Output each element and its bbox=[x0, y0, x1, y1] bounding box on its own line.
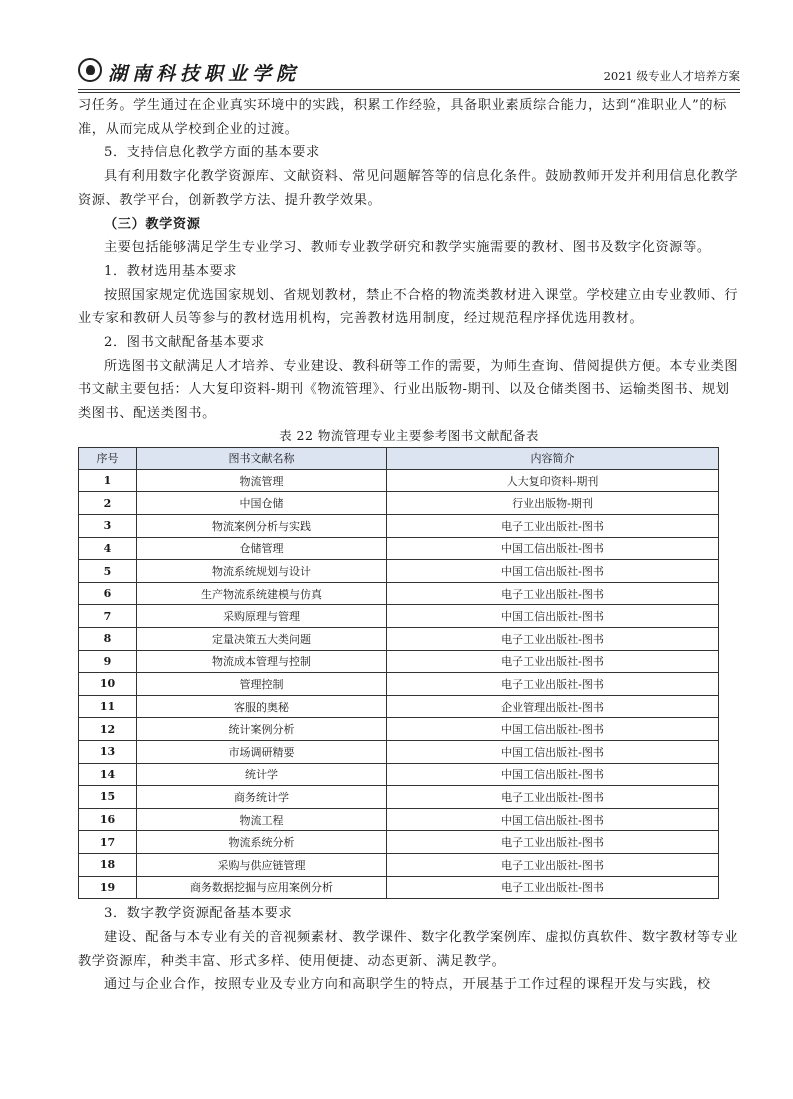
book-description: 电子工业出版社-图书 bbox=[387, 853, 719, 876]
table-row bbox=[79, 740, 719, 763]
book-description: 中国工信出版社-图书 bbox=[387, 763, 719, 786]
header-divider bbox=[78, 89, 740, 90]
book-description: 电子工业出版社-图书 bbox=[387, 786, 719, 809]
book-title: 商务统计学 bbox=[137, 786, 387, 809]
book-description: 企业管理出版社-图书 bbox=[387, 695, 719, 718]
body-paragraph: 习任务。学生通过在企业真实环境中的实践，积累工作经验，具备职业素质综合能力，达到“准职业人”的标准，从而完成从学校到企业的过渡。 bbox=[78, 98, 727, 137]
column-header: 序号 bbox=[79, 447, 137, 469]
row-number: 8 bbox=[79, 628, 137, 651]
row-number: 3 bbox=[79, 515, 137, 538]
row-number: 18 bbox=[79, 853, 137, 876]
book-title: 管理控制 bbox=[137, 673, 387, 696]
row-number: 7 bbox=[79, 605, 137, 628]
section-heading: 2．图书文献配备基本要求 bbox=[104, 335, 265, 351]
row-number: 15 bbox=[79, 786, 137, 809]
page-body bbox=[78, 94, 740, 997]
section-title: （三）教学资源 bbox=[104, 216, 201, 232]
section-heading: 5．支持信息化教学方面的基本要求 bbox=[104, 145, 320, 161]
book-title: 物流案例分析与实践 bbox=[137, 515, 387, 538]
book-title: 采购与供应链管理 bbox=[137, 853, 387, 876]
row-number: 4 bbox=[79, 537, 137, 560]
book-title: 物流工程 bbox=[137, 808, 387, 831]
table-row bbox=[79, 582, 719, 605]
row-number: 17 bbox=[79, 831, 137, 854]
row-number: 1 bbox=[79, 469, 137, 492]
book-title: 客服的奥秘 bbox=[137, 695, 387, 718]
table-row bbox=[79, 695, 719, 718]
column-header: 图书文献名称 bbox=[137, 447, 387, 469]
table-row bbox=[79, 469, 719, 492]
book-description: 人大复印资料-期刊 bbox=[387, 469, 719, 492]
table-caption: 表 22 物流管理专业主要参考图书文献配备表 bbox=[279, 427, 539, 443]
row-number: 9 bbox=[79, 650, 137, 673]
book-title: 中国仓储 bbox=[137, 492, 387, 515]
row-number: 12 bbox=[79, 718, 137, 741]
book-title: 物流系统规划与设计 bbox=[137, 560, 387, 583]
table-row bbox=[79, 763, 719, 786]
book-title: 采购原理与管理 bbox=[137, 605, 387, 628]
book-description: 中国工信出版社-图书 bbox=[387, 808, 719, 831]
book-description: 电子工业出版社-图书 bbox=[387, 515, 719, 538]
school-logo-icon bbox=[78, 58, 102, 82]
table-row bbox=[79, 560, 719, 583]
table-row bbox=[79, 515, 719, 538]
book-title: 物流系统分析 bbox=[137, 831, 387, 854]
table-row bbox=[79, 605, 719, 628]
book-description: 电子工业出版社-图书 bbox=[387, 650, 719, 673]
book-title: 仓储管理 bbox=[137, 537, 387, 560]
row-number: 19 bbox=[79, 876, 137, 899]
body-paragraph: 建设、配备与本专业有关的音视频素材、教学课件、数字化教学案例库、虚拟仿真软件、数字教材等专业教学资源库，种类丰富、形式多样、使用便捷、动态更新、满足教学。 bbox=[78, 929, 739, 969]
body-paragraph: 所选图书文献满足人才培养、专业建设、教科研等工作的需要，为师生查询、借阅提供方便。本专业类图书文献主要包括：人大复印资料-期刊《物流管理》、行业出版物-期刊、以及仓储类图书、运输类图书、规划类图书、配送类图书。 bbox=[78, 358, 739, 422]
book-description: 电子工业出版社-图书 bbox=[387, 628, 719, 651]
table-row bbox=[79, 876, 719, 899]
book-description: 中国工信出版社-图书 bbox=[387, 605, 719, 628]
book-title: 市场调研精要 bbox=[137, 740, 387, 763]
book-title: 物流管理 bbox=[137, 469, 387, 492]
book-description: 中国工信出版社-图书 bbox=[387, 537, 719, 560]
book-title: 统计学 bbox=[137, 763, 387, 786]
book-description: 电子工业出版社-图书 bbox=[387, 673, 719, 696]
table-row bbox=[79, 492, 719, 515]
row-number: 10 bbox=[79, 673, 137, 696]
table-row bbox=[79, 808, 719, 831]
body-paragraph: 按照国家规定优选国家规划、省规划教材，禁止不合格的物流类教材进入课堂。学校建立由专业教师、行业专家和教研人员等参与的教材选用机构，完善教材选用制度，经过规范程序择优选用教材。 bbox=[78, 287, 739, 327]
table-row bbox=[79, 718, 719, 741]
section-heading: 3．数字教学资源配备基本要求 bbox=[104, 906, 293, 922]
book-description: 中国工信出版社-图书 bbox=[387, 740, 719, 763]
book-description: 行业出版物-期刊 bbox=[387, 492, 719, 515]
body-paragraph: 通过与企业合作，按照专业及专业方向和高职学生的特点，开展基于工作过程的课程开发与实践，校 bbox=[104, 977, 711, 993]
row-number: 13 bbox=[79, 740, 137, 763]
row-number: 6 bbox=[79, 582, 137, 605]
book-description: 电子工业出版社-图书 bbox=[387, 582, 719, 605]
table-row bbox=[79, 628, 719, 651]
row-number: 5 bbox=[79, 560, 137, 583]
book-title: 商务数据挖掘与应用案例分析 bbox=[137, 876, 387, 899]
book-title: 定量决策五大类问题 bbox=[137, 628, 387, 651]
row-number: 14 bbox=[79, 763, 137, 786]
book-title: 生产物流系统建模与仿真 bbox=[137, 582, 387, 605]
section-heading: 1．教材选用基本要求 bbox=[104, 263, 238, 279]
book-title: 统计案例分析 bbox=[137, 718, 387, 741]
book-description: 电子工业出版社-图书 bbox=[387, 876, 719, 899]
document-title: 2021 级专业人才培养方案 bbox=[603, 69, 740, 83]
column-header: 内容简介 bbox=[387, 447, 719, 469]
table-row bbox=[79, 537, 719, 560]
table-row bbox=[79, 831, 719, 854]
book-title: 物流成本管理与控制 bbox=[137, 650, 387, 673]
reference-books-table bbox=[78, 447, 719, 899]
row-number: 16 bbox=[79, 808, 137, 831]
table-header-row bbox=[79, 447, 719, 469]
book-description: 中国工信出版社-图书 bbox=[387, 560, 719, 583]
table-row bbox=[79, 786, 719, 809]
table-row bbox=[79, 853, 719, 876]
book-description: 中国工信出版社-图书 bbox=[387, 718, 719, 741]
book-description: 电子工业出版社-图书 bbox=[387, 831, 719, 854]
school-name: 湖南科技职业学院 bbox=[108, 63, 301, 85]
row-number: 11 bbox=[79, 695, 137, 718]
body-paragraph: 主要包括能够满足学生专业学习、教师专业教学研究和教学实施需要的教材、图书及数字化资源等。 bbox=[104, 240, 711, 256]
header-divider-thin bbox=[78, 92, 740, 93]
row-number: 2 bbox=[79, 492, 137, 515]
body-paragraph: 具有利用数字化教学资源库、文献资料、常见问题解答等的信息化条件。鼓励教师开发并利用信息化教学资源、教学平台，创新教学方法、提升教学效果。 bbox=[78, 169, 739, 208]
table-row bbox=[79, 650, 719, 673]
table-row bbox=[79, 673, 719, 696]
page-header bbox=[78, 52, 740, 92]
